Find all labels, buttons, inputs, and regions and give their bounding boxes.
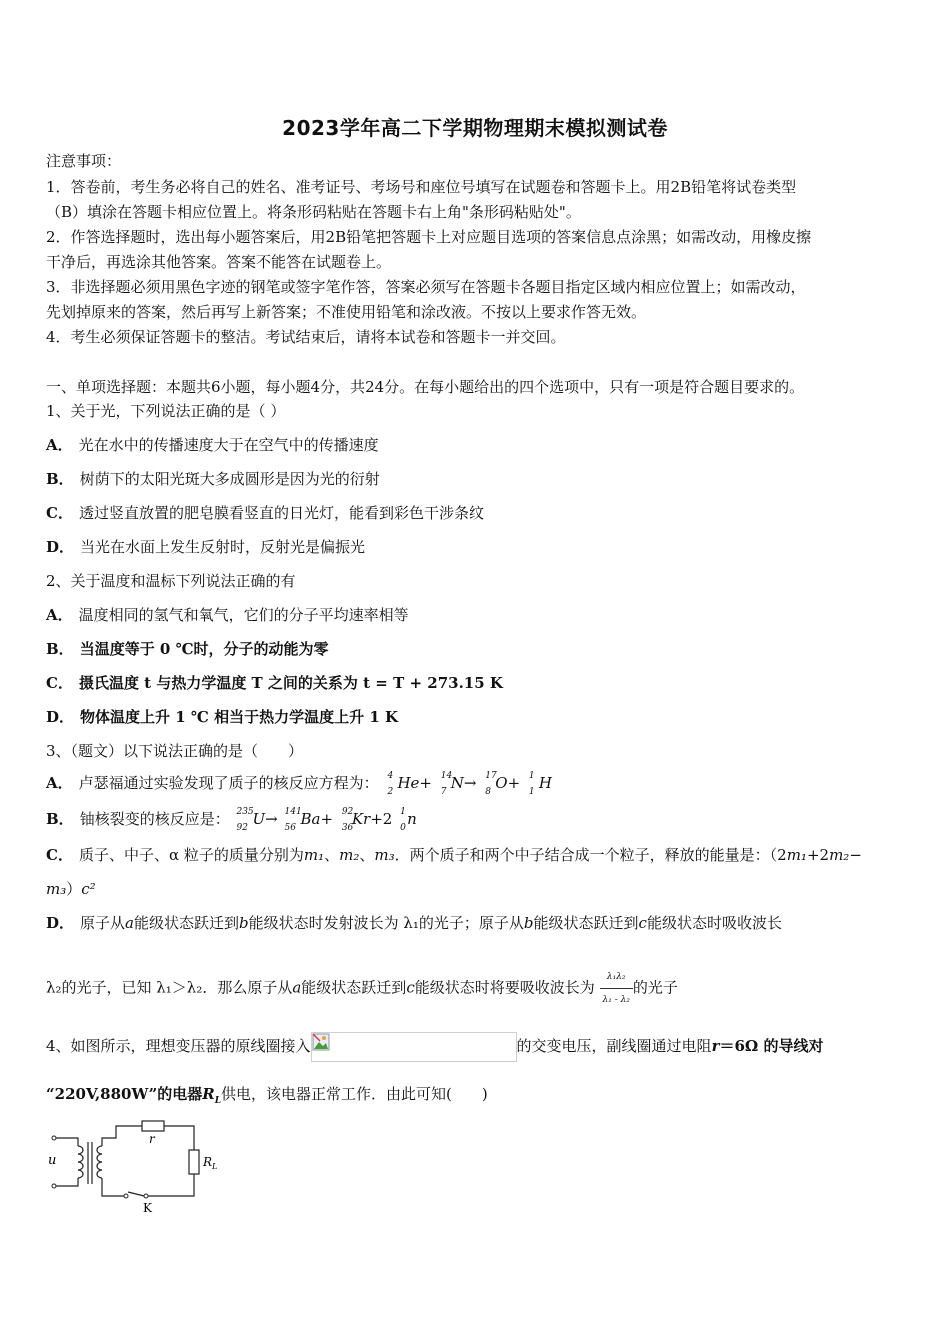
q1-option-c: C． 透过竖直放置的肥皂膜看竖直的日光灯，能看到彩色干涉条纹: [46, 504, 484, 522]
primary-wire: [56, 1138, 78, 1186]
circuit-label-r: r: [149, 1132, 155, 1146]
secondary-coil: [97, 1146, 102, 1178]
switch-contact-right: [144, 1194, 148, 1198]
secondary-wire-bottom: [102, 1178, 124, 1196]
switch-contact-left: [124, 1194, 128, 1198]
switch-k: [128, 1192, 144, 1196]
notice-line-5: 3．非选择题必须用黑色字迹的钢笔或签字笔作答，答案必须写在答题卡各题目指定区域内相应位置上；如需改动，: [46, 278, 806, 296]
q2-option-b: B． 当温度等于 0 ℃时，分子的动能为零: [46, 640, 329, 658]
terminal-top: [52, 1136, 56, 1140]
transformer-circuit-diagram: [44, 1116, 234, 1216]
q3-option-c: C． 质子、中子、α 粒子的质量分别为m₁、m₂、m₃．两个质子和两个中子结合成一个粒子，释放的能量是：（2m₁+2m₂−: [46, 846, 862, 864]
notice-heading: 注意事项：: [46, 152, 122, 170]
notice-line-7: 4．考生必须保证答题卡的整洁。考试结束后，请将本试卷和答题卡一并交回。: [46, 328, 566, 346]
q3-option-c-continued: m₃）c²: [46, 880, 96, 898]
equation-oxygen: 17 8 O: [485, 771, 508, 797]
equation-neutron: 1 0 n: [400, 807, 417, 833]
q2-option-c: C． 摄氏温度 t 与热力学温度 T 之间的关系为 t = T + 273.15 K: [46, 674, 503, 692]
q2-option-a: A． 温度相同的氢气和氧气，它们的分子平均速率相等: [46, 606, 409, 624]
q3-stem: 3、（题文）以下说法正确的是（ ）: [46, 742, 304, 760]
q1-stem: 1、关于光，下列说法正确的是（ ）: [46, 402, 286, 420]
q4-stem: 4、如图所示，理想变压器的原线圈接入 的交变电压，副线圈通过电阻r＝6Ω 的导线对: [46, 1032, 823, 1062]
section-heading: 一、单项选择题：本题共6小题，每小题4分，共24分。在每小题给出的四个选项中，只有一项是符合题目要求的。: [46, 378, 805, 396]
notice-line-1: 1．答卷前，考生务必将自己的姓名、准考证号、考场号和座位号填写在试题卷和答题卡上。用2B铅笔将试卷类型: [46, 178, 797, 196]
terminal-bottom: [52, 1184, 56, 1188]
q2-stem: 2、关于温度和温标下列说法正确的有: [46, 572, 296, 590]
circuit-label-rl: $R_L$: [203, 1155, 218, 1171]
q1-option-b: B． 树荫下的太阳光斑大多成圆形是因为光的衍射: [46, 470, 380, 488]
equation-nitrogen: 14 7 N: [440, 771, 464, 797]
equation-hydrogen: 1 1 H: [528, 771, 553, 797]
q3-option-a: A． 卢瑟福通过实验发现了质子的核反应方程为： 4 2 He+ 14 7 N→ 17 8 O+ 1 1 H: [46, 771, 553, 797]
page-title: 2023学年高二下学期物理期末模拟测试卷: [282, 116, 668, 140]
wire-right-bottom: [148, 1174, 194, 1196]
broken-formula-image: [311, 1032, 517, 1062]
wavelength-fraction: $\frac{\text{λ₁λ₂}}{\text{λ₁ - λ₂}}$: [600, 966, 633, 1011]
resistor-r: [142, 1121, 164, 1131]
equation-uranium: 235 92 U: [236, 807, 266, 833]
wire-right-top: [164, 1126, 194, 1150]
resistor-rl: [189, 1150, 199, 1174]
circuit-label-u: u: [48, 1153, 57, 1168]
broken-image-icon: [312, 1033, 330, 1051]
notice-line-3: 2．作答选择题时，选出每小题答案后，用2B铅笔把答题卡上对应题目选项的答案信息点涂黑；如需改动，用橡皮擦: [46, 228, 812, 246]
secondary-wire-top: [102, 1126, 142, 1146]
notice-line-4: 干净后，再选涂其他答案。答案不能答在试题卷上。: [46, 253, 392, 271]
q4-stem-continued: “220V,880W”的电器$R_L$供电，该电器正常工作．由此可知( ): [46, 1085, 488, 1106]
q3-option-b: B． 铀核裂变的核反应是： 235 92 U→ 141 56 Ba+ 92 36 Kr+2 1 0 n: [46, 807, 417, 833]
notice-line-2: （B）填涂在答题卡相应位置上。将条形码粘贴在答题卡右上角"条形码粘贴处"。: [46, 203, 581, 221]
equation-helium: 4 2 He: [387, 771, 420, 797]
notice-line-6: 先划掉原来的答案，然后再写上新答案；不准使用铅笔和涂改液。不按以上要求作答无效。: [46, 303, 647, 321]
q3-option-d-continued: λ₂的光子，已知 λ₁＞λ₂．那么原子从a能级状态跃迁到c能级状态时将要吸收波长为 $\frac{\text{λ₁λ₂}}{\text{λ₁ - λ₂}}$ 的光子: [46, 966, 678, 1011]
equation-barium: 141 56 Ba: [284, 807, 321, 833]
q2-option-d: D． 物体温度上升 1 ℃ 相当于热力学温度上升 1 K: [46, 708, 399, 726]
equation-krypton: 92 36 Kr: [341, 807, 371, 833]
primary-coil: [78, 1146, 83, 1178]
q1-option-d: D． 当光在水面上发生反射时，反射光是偏振光: [46, 538, 366, 556]
circuit-label-k: K: [143, 1201, 152, 1215]
q1-option-a: A． 光在水中的传播速度大于在空气中的传播速度: [46, 436, 379, 454]
q3-option-d: D． 原子从a能级状态跃迁到b能级状态时发射波长为 λ₁的光子；原子从b能级状态跃迁到c能级状态时吸收波长: [46, 914, 782, 932]
